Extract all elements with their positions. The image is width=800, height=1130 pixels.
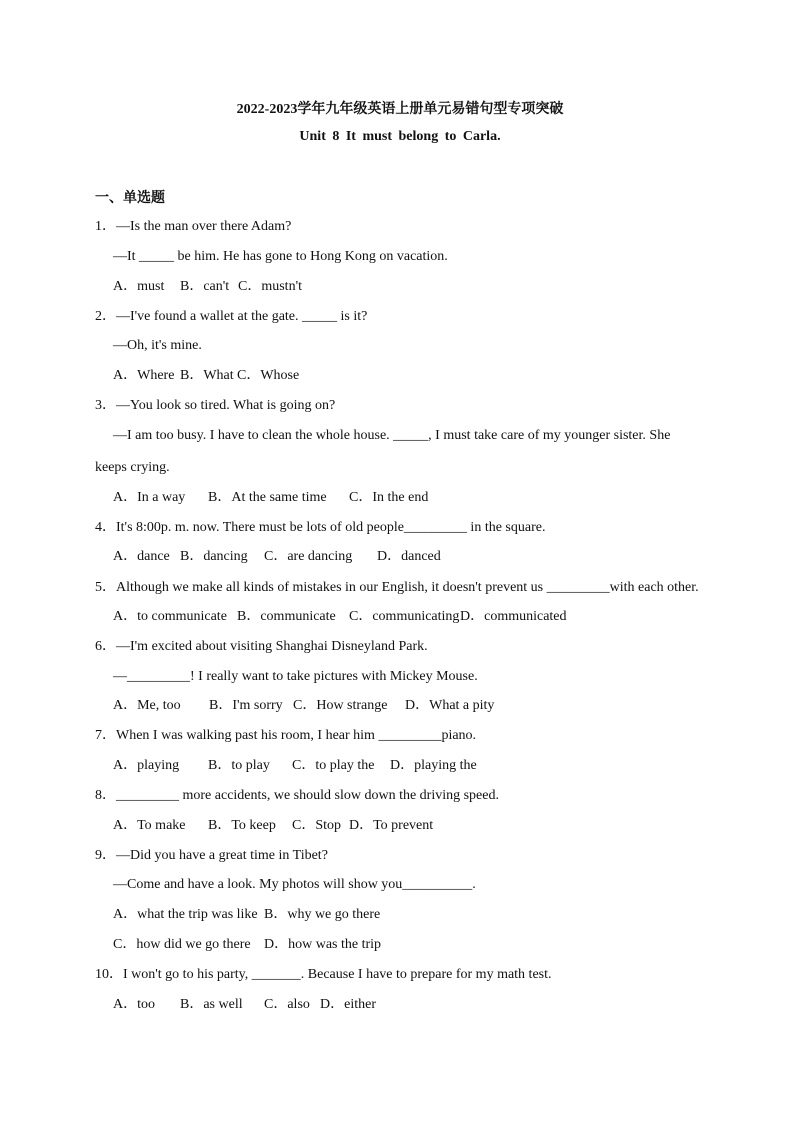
question-4-option-d[interactable]: D．danced — [377, 549, 441, 564]
question-6-line-1: 6．—I'm excited about visiting Shanghai Disneyland Park. — [95, 639, 428, 654]
document-title: 2022-2023学年九年级英语上册单元易错句型专项突破 — [236, 102, 564, 117]
document-subtitle: Unit 8 It must belong to Carla. — [299, 129, 501, 144]
question-1-line-2: —It _____ be him. He has gone to Hong Kong on vacation. — [113, 249, 448, 264]
question-10-option-b[interactable]: B．as well — [180, 997, 243, 1012]
question-8-line-1: 8．_________ more accidents, we should slow down the driving speed. — [95, 788, 499, 803]
question-6-line-2: —_________! I really want to take pictures with Mickey Mouse. — [113, 669, 478, 684]
question-2-option-a[interactable]: A．Where — [113, 368, 175, 383]
question-10-option-a[interactable]: A．too — [113, 997, 155, 1012]
question-9-option-b[interactable]: B．why we go there — [264, 907, 381, 922]
question-6-option-c[interactable]: C．How strange — [293, 698, 388, 713]
question-7-option-b[interactable]: B．to play — [208, 758, 270, 773]
question-7-option-d[interactable]: D．playing the — [390, 758, 477, 773]
question-9-option-c[interactable]: C．how did we go there — [113, 937, 251, 952]
question-3-option-a[interactable]: A．In a way — [113, 490, 186, 505]
question-10-line-1: 10．I won't go to his party, _______. Because I have to prepare for my math test. — [95, 967, 552, 982]
question-5-option-b[interactable]: B．communicate — [237, 609, 336, 624]
question-4-option-c[interactable]: C．are dancing — [264, 549, 353, 564]
question-9-option-d[interactable]: D．how was the trip — [264, 937, 382, 952]
question-4-option-b[interactable]: B．dancing — [180, 549, 248, 564]
question-9-line-2: —Come and have a look. My photos will show you__________. — [113, 877, 476, 892]
question-2-option-b[interactable]: B．What — [180, 368, 234, 383]
question-7-option-a[interactable]: A．playing — [113, 758, 180, 773]
section-heading: 一、单选题 — [95, 191, 165, 206]
question-7-option-c[interactable]: C．to play the — [292, 758, 375, 773]
question-3-option-b[interactable]: B．At the same time — [208, 490, 327, 505]
question-8-option-b[interactable]: B．To keep — [208, 818, 276, 833]
question-2-line-2: —Oh, it's mine. — [113, 338, 202, 353]
question-8-option-c[interactable]: C．Stop — [292, 818, 342, 833]
question-2-option-c[interactable]: C．Whose — [237, 368, 300, 383]
question-6-option-b[interactable]: B．I'm sorry — [209, 698, 283, 713]
question-5-line-1: 5．Although we make all kinds of mistakes in our English, it doesn't prevent us _________with each other. — [95, 580, 699, 595]
question-5-option-a[interactable]: A．to communicate — [113, 609, 227, 624]
question-1-option-b[interactable]: B．can't — [180, 279, 230, 294]
question-6-option-a[interactable]: A．Me, too — [113, 698, 181, 713]
question-1-line-1: 1．—Is the man over there Adam? — [95, 219, 292, 234]
question-10-option-c[interactable]: C．also — [264, 997, 310, 1012]
question-8-option-d[interactable]: D．To prevent — [349, 818, 434, 833]
question-10-option-d[interactable]: D．either — [320, 997, 376, 1012]
question-3-line-3: keeps crying. — [95, 460, 170, 475]
question-3-line-1: 3．—You look so tired. What is going on? — [95, 398, 336, 413]
question-4-line-1: 4．It's 8:00p. m. now. There must be lots of old people_________ in the square. — [95, 520, 546, 535]
question-5-option-c[interactable]: C．communicating — [349, 609, 460, 624]
question-1-option-c[interactable]: C．mustn't — [238, 279, 302, 294]
question-1-option-a[interactable]: A．must — [113, 279, 165, 294]
question-8-option-a[interactable]: A．To make — [113, 818, 186, 833]
question-3-line-2: —I am too busy. I have to clean the whole house. _____, I must take care of my younger sister. She — [113, 428, 671, 443]
question-9-option-a[interactable]: A．what the trip was like — [113, 907, 258, 922]
question-4-option-a[interactable]: A．dance — [113, 549, 170, 564]
question-9-line-1: 9．—Did you have a great time in Tibet? — [95, 848, 328, 863]
question-2-line-1: 2．—I've found a wallet at the gate. _____ is it? — [95, 309, 368, 324]
question-7-line-1: 7．When I was walking past his room, I hear him _________piano. — [95, 728, 477, 743]
question-5-option-d[interactable]: D．communicated — [460, 609, 567, 624]
question-6-option-d[interactable]: D．What a pity — [405, 698, 495, 713]
question-3-option-c[interactable]: C．In the end — [349, 490, 429, 505]
